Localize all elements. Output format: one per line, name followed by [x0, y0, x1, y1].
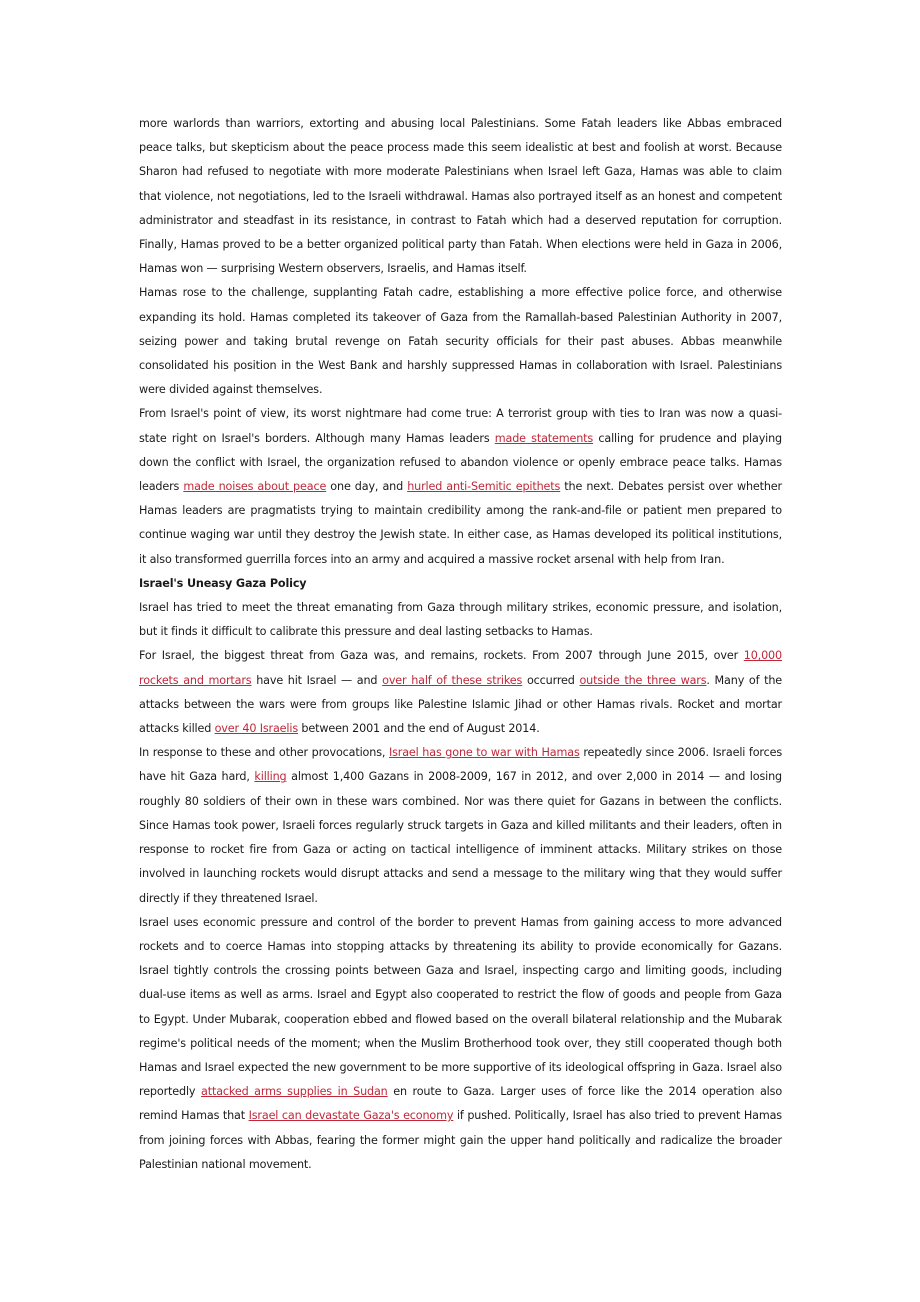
text-run: one day, and: [326, 480, 408, 494]
text-run: have hit Israel — and: [251, 673, 383, 687]
text-run: In response to these and other provocations,: [139, 746, 389, 760]
inline-link[interactable]: outside the three wars: [579, 673, 707, 687]
paragraph: [139, 911, 782, 1177]
inline-link[interactable]: killing: [254, 770, 287, 784]
inline-link[interactable]: Israel can devastate Gaza's economy: [248, 1109, 454, 1123]
text-run: repeatedly since 2006. Israeli forces have hit Gaza hard,: [139, 746, 783, 784]
inline-link[interactable]: attacked arms supplies in Sudan: [201, 1085, 388, 1099]
inline-link[interactable]: made noises about peace: [183, 480, 327, 494]
paragraph: [139, 281, 782, 402]
paragraph: [139, 402, 782, 571]
text-run: Israel has tried to meet the threat emanating from Gaza through military strikes, economic pressure, and isolation, but it finds it difficult to calibrate this pressure and deal lasting setbacks to Hamas.: [139, 601, 782, 639]
text-run: calling for prudence and playing down the conflict with Israel, the organization refused to abandon violence or openly embrace peace talks. Hamas leaders: [139, 431, 783, 494]
text-run: For Israel, the biggest threat from Gaza was, and remains, rockets. From 2007 through June 2015, over: [139, 649, 744, 663]
inline-link[interactable]: made statements: [494, 431, 594, 445]
text-run: en route to Gaza. Larger uses of force like the 2014 operation also remind Hamas that: [139, 1085, 783, 1123]
inline-link[interactable]: 10,000 rockets and mortars: [139, 649, 782, 687]
inline-link[interactable]: Israel has gone to war with Hamas: [388, 746, 580, 760]
text-run: occurred: [522, 673, 580, 687]
text-run: between 2001 and the end of August 2014.: [298, 722, 540, 736]
text-run: . Many of the attacks between the wars were from groups like Palestine Islamic Jihad or other Hamas rivals. Rocket and mortar attacks killed: [139, 673, 783, 736]
paragraph: [139, 596, 782, 644]
text-run: From Israel's point of view, its worst nightmare had come true: A terrorist group with ties to Iran was now a quasi-state right on Israel's borders. Although many Hamas leaders: [139, 407, 782, 445]
text-run: Israel's Uneasy Gaza Policy: [139, 576, 307, 590]
text-run: Israel uses economic pressure and control of the border to prevent Hamas from gaining access to more advanced rockets and to coerce Hamas into stopping attacks by threatening its ability to provide economically for Gazans. Israel tightly controls the crossing points between Gaza and Israel, inspecting cargo and limiting goods, including dual-use items as well as arms. Israel and Egypt also cooperated to restrict the flow of goods and people from Gaza to Egypt. Under Mubarak, cooperation ebbed and flowed based on the overall bilateral relationship and the Mubarak regime's political needs of the moment; when the Muslim Brotherhood took over, they still cooperated though both Hamas and Israel expected the new government to be more supportive of its ideological offspring in Gaza. Israel also reportedly: [139, 915, 782, 1099]
paragraph: [139, 644, 782, 741]
text-run: more warlords than warriors, extorting and abusing local Palestinians. Some Fatah leaders like Abbas embraced peace talks, but skepticism about the peace process made this seem idealistic at best and foolish at worst. Because Sharon had refused to negotiate with more moderate Palestinians when Israel left Gaza, Hamas was able to claim that violence, not negotiations, led to the Israeli withdrawal. Hamas also portrayed itself as an honest and competent administrator and steadfast in its resistance, in contrast to Fatah which had a deserved reputation for corruption. Finally, Hamas proved to be a better organized political party than Fatah. When elections were held in Gaza in 2006, Hamas won — surprising Western observers, Israelis, and Hamas itself.: [139, 117, 782, 276]
paragraph: [139, 112, 782, 281]
text-run: almost 1,400 Gazans in 2008-2009, 167 in 2012, and over 2,000 in 2014 — and losing roughly 80 soldiers of their own in these wars combined. Nor was there quiet for Gazans in between the conflicts. Since Hamas took power, Israeli forces regularly struck targets in Gaza and killed militants and their leaders, often in response to rocket fire from Gaza or acting on tactical intelligence of imminent attacks. Military strikes on those involved in launching rockets would disrupt attacks and send a message to the military wing that they would suffer directly if they threatened Israel.: [139, 770, 782, 905]
inline-link[interactable]: over 40 Israelis: [214, 722, 299, 736]
text-run: if pushed. Politically, Israel has also tried to prevent Hamas from joining forces with Abbas, fearing the former might gain the upper hand politically and radicalize the broader Palestinian national movement.: [139, 1109, 782, 1171]
inline-link[interactable]: hurled anti-Semitic epithets: [407, 480, 561, 494]
section-heading: [139, 572, 782, 596]
text-run: Hamas rose to the challenge, supplanting Fatah cadre, establishing a more effective police force, and otherwise expanding its hold. Hamas completed its takeover of Gaza from the Ramallah-based Palestinian Authority in 2007, seizing power and taking brutal revenge on Fatah security officials for their past abuses. Abbas meanwhile consolidated his position in the West Bank and harshly suppressed Hamas in collaboration with Israel. Palestinians were divided against themselves.: [139, 286, 782, 397]
text-run: the next. Debates persist over whether Hamas leaders are pragmatists trying to maintain credibility among the rank-and-file or patient men prepared to continue waging war until they destroy the Jewish state. In either case, as Hamas developed its political institutions, it also transformed guerrilla forces into an army and acquired a massive rocket arsenal with help from Iran.: [139, 480, 782, 566]
article-body: [139, 112, 782, 1177]
inline-link[interactable]: over half of these strikes: [382, 673, 523, 687]
paragraph: [139, 741, 782, 910]
